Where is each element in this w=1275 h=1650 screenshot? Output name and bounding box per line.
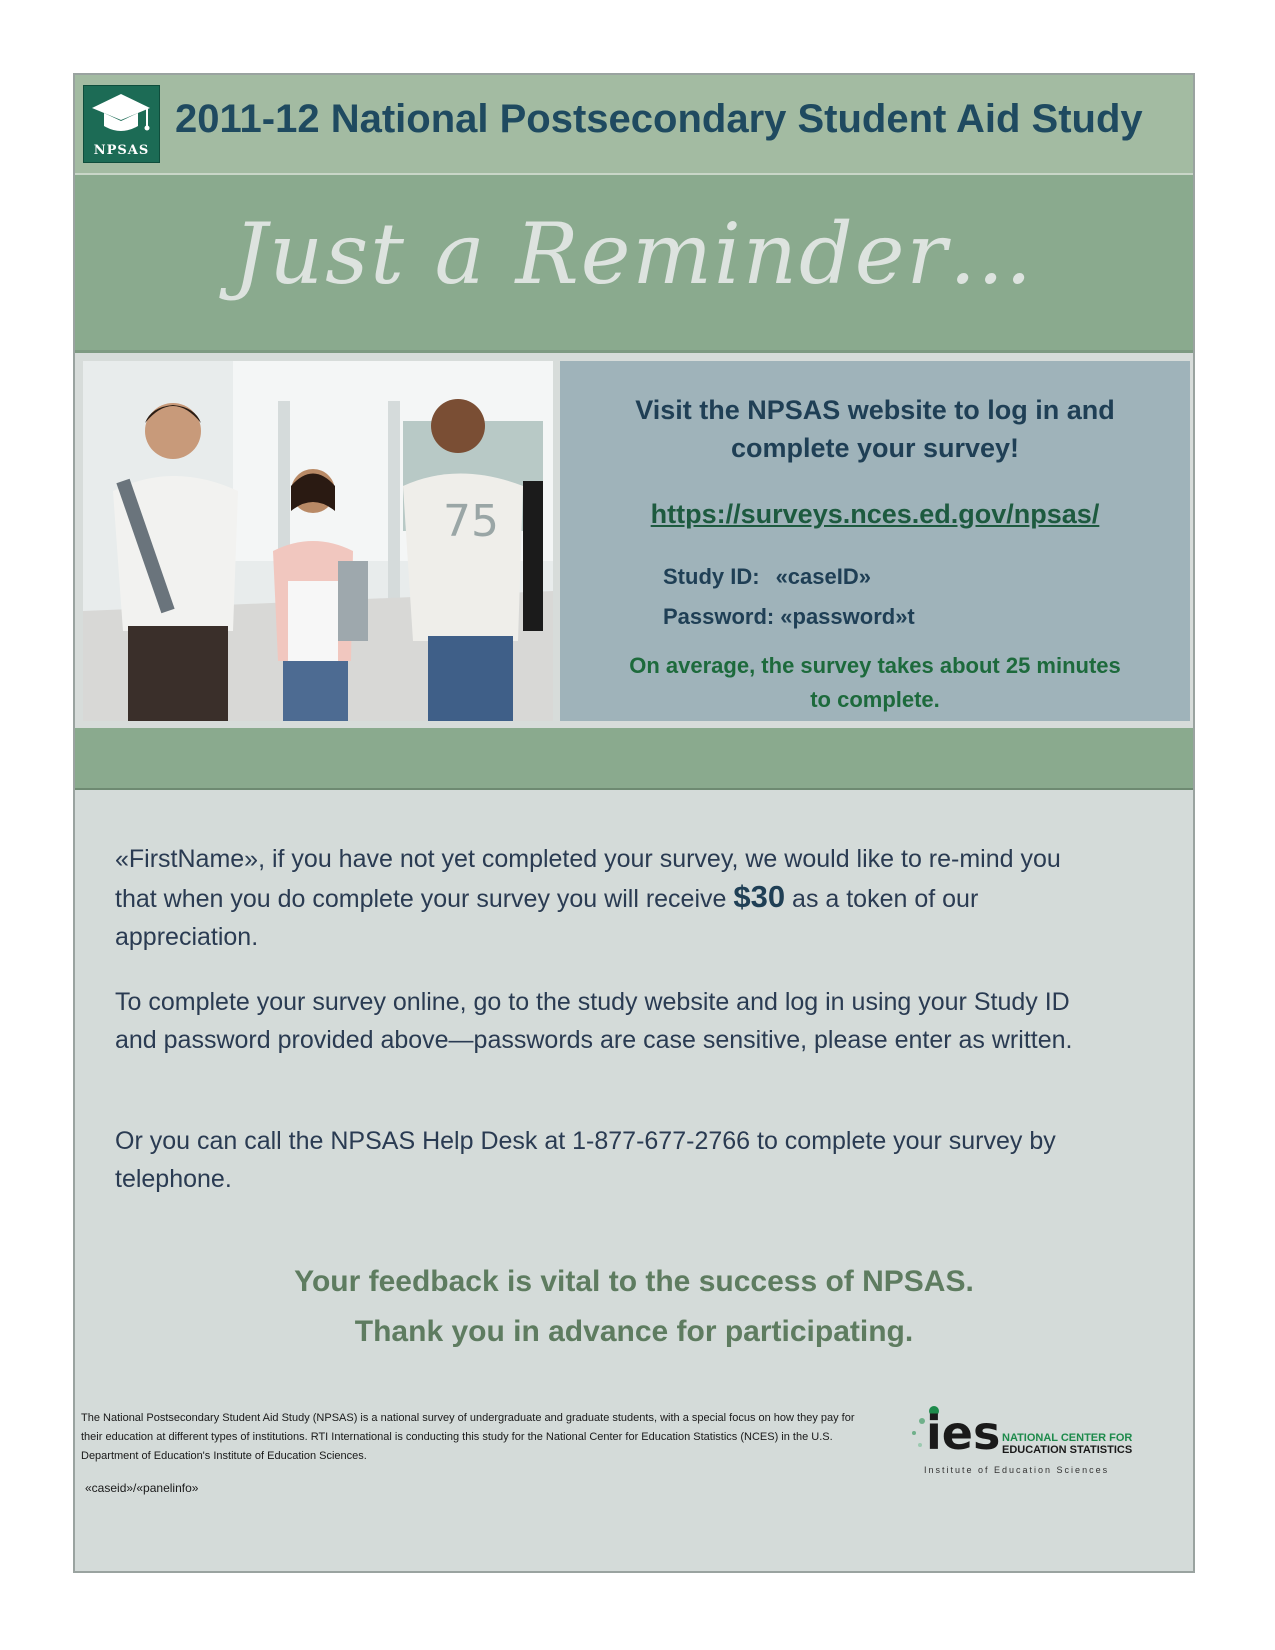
password-row — [663, 604, 915, 630]
logo-text: NPSAS — [93, 143, 150, 158]
closing-line1: Your feedback is vital to the success of NPSAS. — [294, 1265, 974, 1298]
svg-text:75: 75 — [443, 496, 499, 547]
students-illustration — [83, 361, 553, 721]
info-heading — [560, 391, 1190, 467]
password-label: Password: — [663, 604, 775, 629]
study-disclaimer: The National Postsecondary Student Aid Study (NPSAS) is a national survey of undergraduate and graduate students, with a special focus on how they pay for their education at different types of institutions. RTI International is conducting this study for the National Center for Education Statistics (NCES) in the U.S. Department of Education's Institute of Education Sciences. — [81, 1412, 855, 1462]
closing-message — [75, 1257, 1193, 1357]
info-heading-line1: Visit the NPSAS website to log in and — [635, 395, 1115, 425]
npsas-logo — [83, 85, 160, 163]
page-title: 2011-12 National Postsecondary Student Aid Study — [175, 97, 1143, 141]
study-id-label: Study ID: — [663, 564, 760, 589]
case-panel-info: «caseid»/«panelinfo» — [85, 1481, 199, 1495]
closing-line2: Thank you in advance for participating. — [354, 1315, 914, 1348]
duration-note-line2: to complete. — [810, 687, 940, 712]
paragraph-online-instructions: To complete your survey online, go to the study website and log in using your Study ID and password provided above—passwords are case sensitive, please enter as written. — [115, 988, 1073, 1054]
incentive-text-start: «FirstName», if you have not yet completed your survey, we would like to re-mind you that when you do complete your survey you will receive — [115, 845, 1061, 913]
students-photo — [83, 361, 553, 721]
ies-nces-logo — [910, 1405, 1140, 1485]
study-id-value: «caseID» — [775, 564, 871, 589]
ies-dots-icon — [910, 1405, 1140, 1485]
ies-mark: ies — [926, 1406, 1001, 1460]
info-heading-line2: complete your survey! — [730, 433, 1020, 463]
ies-name-line1: NATIONAL CENTER FOR — [1002, 1432, 1133, 1444]
paragraph-phone-option: Or you can call the NPSAS Help Desk at 1-877-677-2766 to complete your survey by telephone. — [115, 1127, 1056, 1193]
ies-tagline: Institute of Education Sciences — [924, 1465, 1110, 1475]
study-id-row — [663, 564, 871, 590]
duration-note-line1: On average, the survey takes about 25 minutes — [629, 653, 1121, 678]
ies-name-line2: EDUCATION STATISTICS — [1002, 1444, 1133, 1456]
divider-band — [75, 728, 1193, 790]
reminder-banner — [75, 175, 1193, 353]
flyer — [73, 73, 1195, 1573]
survey-website-link[interactable]: https://surveys.nces.ed.gov/npsas/ — [650, 499, 1100, 529]
paragraph-incentive — [115, 840, 1090, 956]
reminder-heading: Just a Reminder… — [233, 205, 1035, 303]
survey-duration-note — [560, 649, 1190, 717]
graduation-cap-icon — [84, 86, 159, 146]
incentive-text-end: as a token of our appreciation. — [115, 885, 979, 951]
info-section — [75, 353, 1193, 728]
login-info-box — [560, 361, 1190, 721]
header-bar — [75, 75, 1193, 175]
incentive-amount: $30 — [733, 879, 786, 914]
password-value: «password»t — [780, 604, 915, 629]
